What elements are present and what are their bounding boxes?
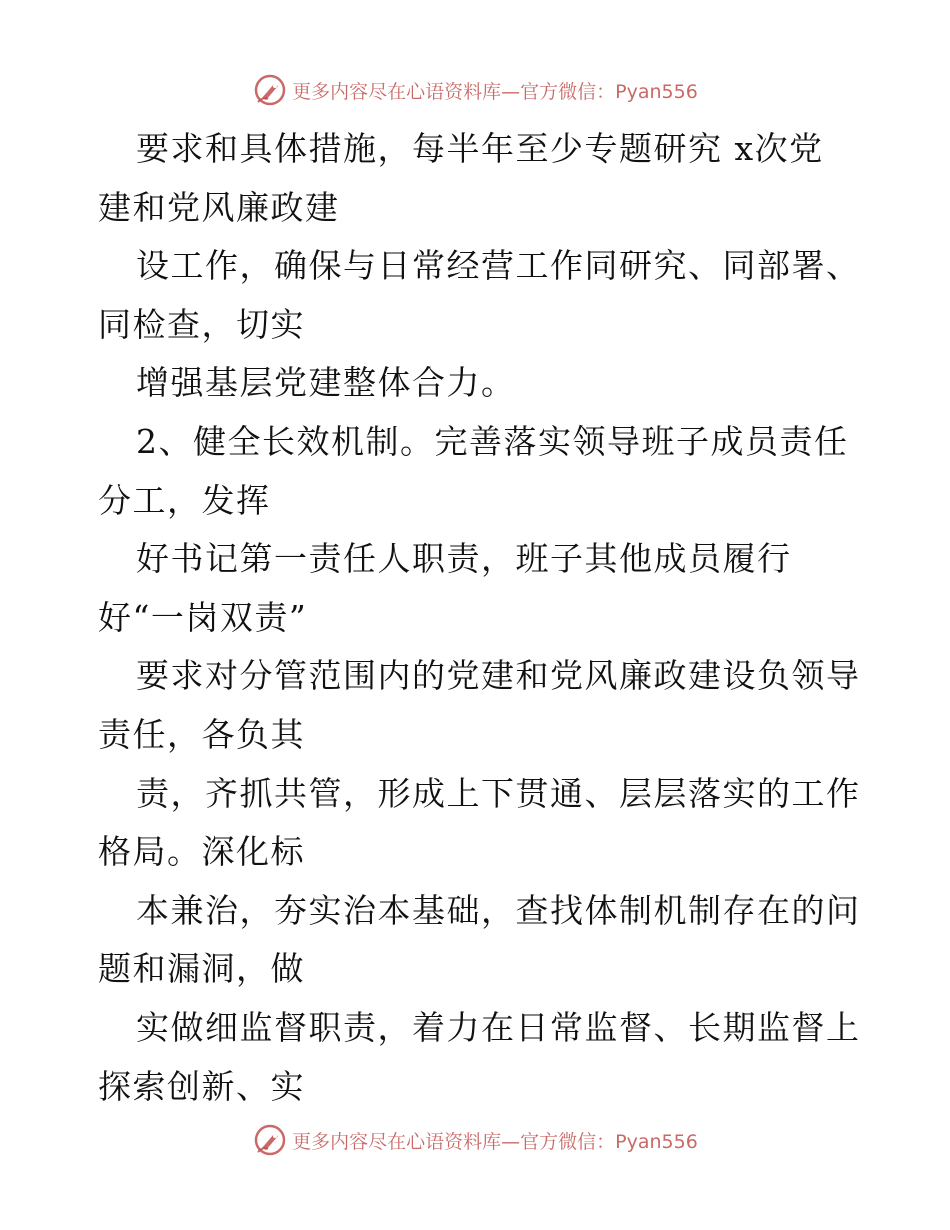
pen-nib-logo-icon (252, 72, 288, 108)
text-line: 建和党风廉政建 (98, 187, 340, 227)
text-line: 好“一岗双责” (98, 597, 308, 637)
document-body (98, 120, 898, 1116)
text-line: 分工，发挥 (98, 480, 271, 520)
text-line: 要求和具体措施，每半年至少专题研究 x次党 (136, 129, 824, 168)
pen-nib-logo-icon (252, 1122, 288, 1158)
text-line: 要求对分管范围内的党建和党风廉政建设负领导 (136, 656, 861, 696)
text-line: 题和漏洞，做 (98, 949, 305, 989)
watermark-text: 更多内容尽在心语资料库—官方微信：Pyan556 (292, 80, 698, 103)
text-line: 增强基层党建整体合力。 (136, 363, 516, 403)
text-line: 本兼治，夯实治本基础，查找体制机制存在的问 (136, 890, 861, 930)
text-line: 同检查，切实 (98, 304, 305, 344)
text-line: 2、健全长效机制。完善落实领导班子成员责任 (136, 421, 849, 461)
text-line: 设工作，确保与日常经营工作同研究、同部署、 (136, 246, 861, 286)
text-line: 实做细监督职责，着力在日常监督、长期监督上 (136, 1007, 861, 1047)
watermark-text: 更多内容尽在心语资料库—官方微信：Pyan556 (292, 1130, 698, 1153)
text-line: 责任，各负其 (98, 714, 305, 754)
footer-watermark (0, 1120, 950, 1160)
text-line: 格局。深化标 (98, 832, 305, 872)
text-line: 好书记第一责任人职责，班子其他成员履行 (136, 539, 792, 579)
text-line: 责，齐抓共管，形成上下贯通、层层落实的工作 (136, 773, 861, 813)
header-watermark (0, 70, 950, 110)
text-line: 探索创新、实 (98, 1066, 305, 1106)
